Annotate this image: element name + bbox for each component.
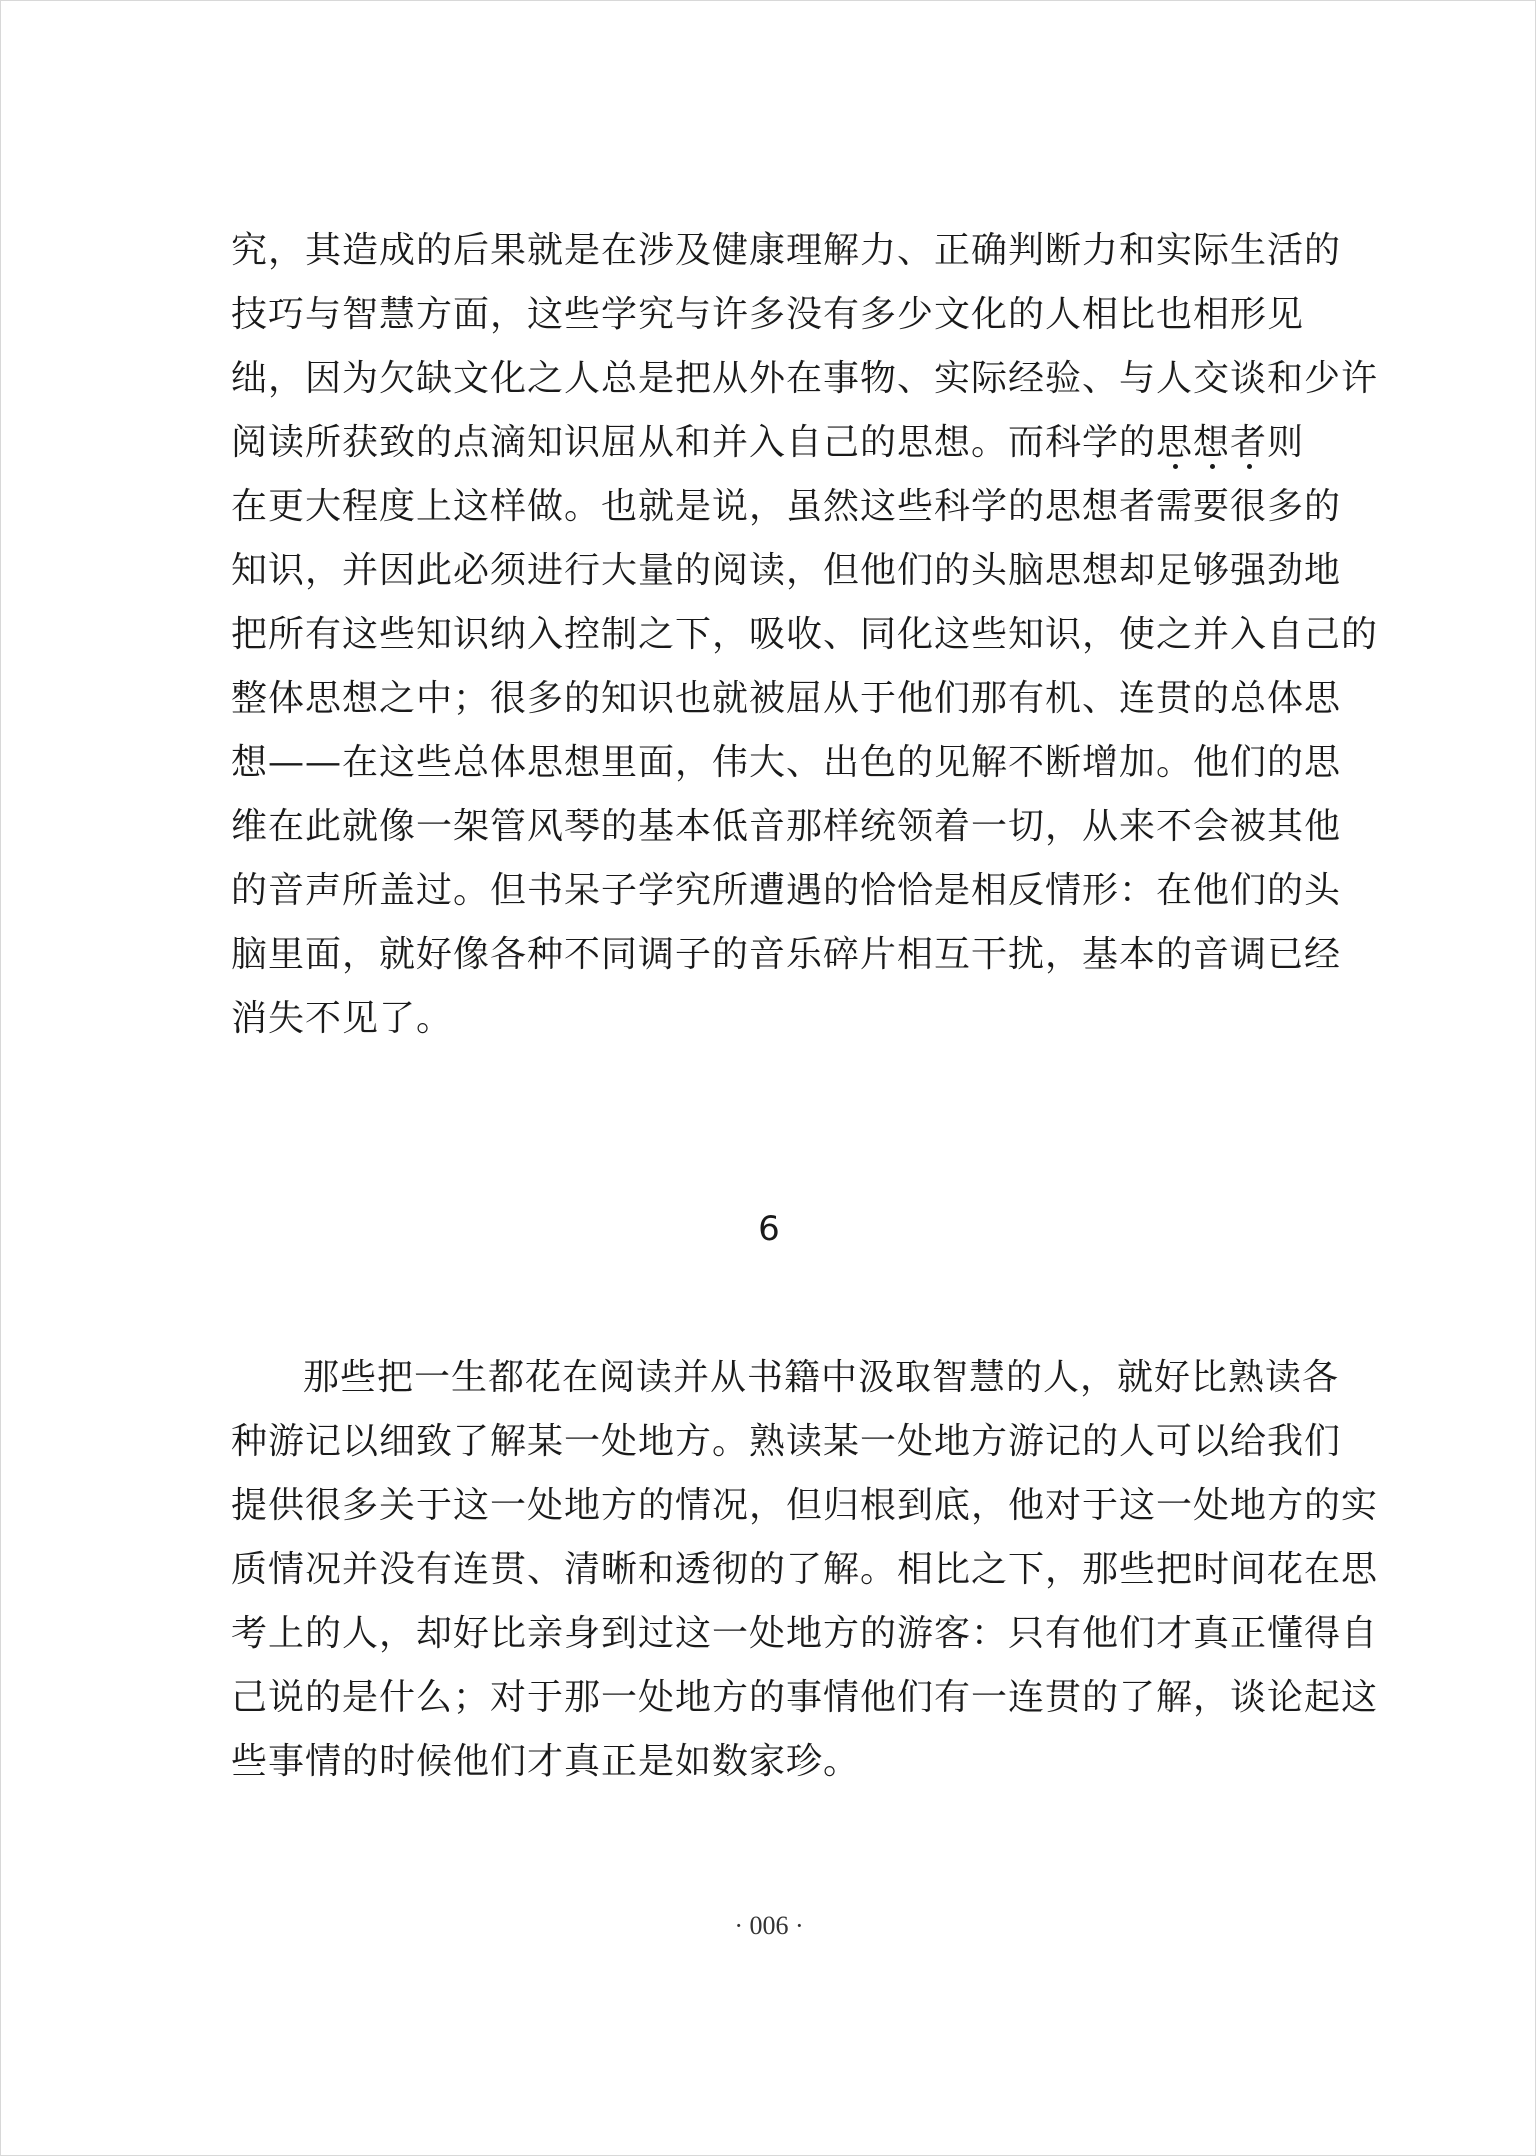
text-line: 己说的是什么；对于那一处地方的事情他们有一连贯的了解，谈论起这	[231, 1677, 1379, 1718]
text-line: 究，其造成的后果就是在涉及健康理解力、正确判断力和实际生活的	[231, 230, 1342, 271]
paragraph-section-6	[231, 1346, 1379, 1794]
page-number: · 006 ·	[734, 1911, 804, 1940]
emphasized-char	[1156, 422, 1193, 463]
emphasized-char-text: 想	[1193, 422, 1231, 463]
emphasis-dot	[1247, 464, 1252, 469]
text-line: 绌，因为欠缺文化之人总是把从外在事物、实际经验、与人交谈和少许	[231, 358, 1379, 399]
emphasis-dot	[1210, 464, 1215, 469]
text-line: 些事情的时候他们才真正是如数家珍。	[231, 1741, 861, 1782]
emphasized-char-text: 思	[1156, 422, 1194, 463]
text-line-with-emphasis	[231, 411, 1305, 475]
section-number: 6	[758, 1209, 780, 1249]
text-line: 质情况并没有连贯、清晰和透彻的了解。相比之下，那些把时间花在思	[231, 1549, 1379, 1590]
text-line: 在更大程度上这样做。也就是说，虽然这些科学的思想者需要很多的	[231, 486, 1342, 527]
text-line: 的音声所盖过。但书呆子学究所遭遇的恰恰是相反情形：在他们的头	[231, 870, 1342, 911]
text-line: 脑里面，就好像各种不同调子的音乐碎片相互干扰，基本的音调已经	[231, 934, 1342, 975]
text-line: 维在此就像一架管风琴的基本低音那样统领着一切，从来不会被其他	[231, 806, 1342, 847]
emphasized-char-text: 者	[1230, 422, 1268, 463]
text-line: 想——在这些总体思想里面，伟大、出色的见解不断增加。他们的思	[231, 742, 1342, 783]
text-line: 考上的人，却好比亲身到过这一处地方的游客：只有他们才真正懂得自	[231, 1613, 1379, 1654]
text-segment: 阅读所获致的点滴知识屈从和并入自己的思想。而科学的	[231, 422, 1157, 463]
text-line: 整体思想之中；很多的知识也就被屈从于他们那有机、连贯的总体思	[231, 678, 1342, 719]
emphasized-char	[1193, 422, 1230, 463]
text-line: 那些把一生都花在阅读并从书籍中汲取智慧的人，就好比熟读各	[303, 1357, 1340, 1398]
text-line: 种游记以细致了解某一处地方。熟读某一处地方游记的人可以给我们	[231, 1421, 1342, 1462]
text-line: 提供很多关于这一处地方的情况，但归根到底，他对于这一处地方的实	[231, 1485, 1379, 1526]
text-line: 把所有这些知识纳入控制之下，吸收、同化这些知识，使之并入自己的	[231, 614, 1379, 655]
emphasized-char	[1230, 422, 1267, 463]
text-line: 技巧与智慧方面，这些学究与许多没有多少文化的人相比也相形见	[231, 294, 1305, 335]
text-segment: 则	[1267, 422, 1305, 463]
emphasis-dot	[1173, 464, 1178, 469]
text-line: 消失不见了。	[231, 998, 454, 1039]
text-line: 知识，并因此必须进行大量的阅读，但他们的头脑思想却足够强劲地	[231, 550, 1342, 591]
paragraph-continued	[231, 219, 1379, 1051]
